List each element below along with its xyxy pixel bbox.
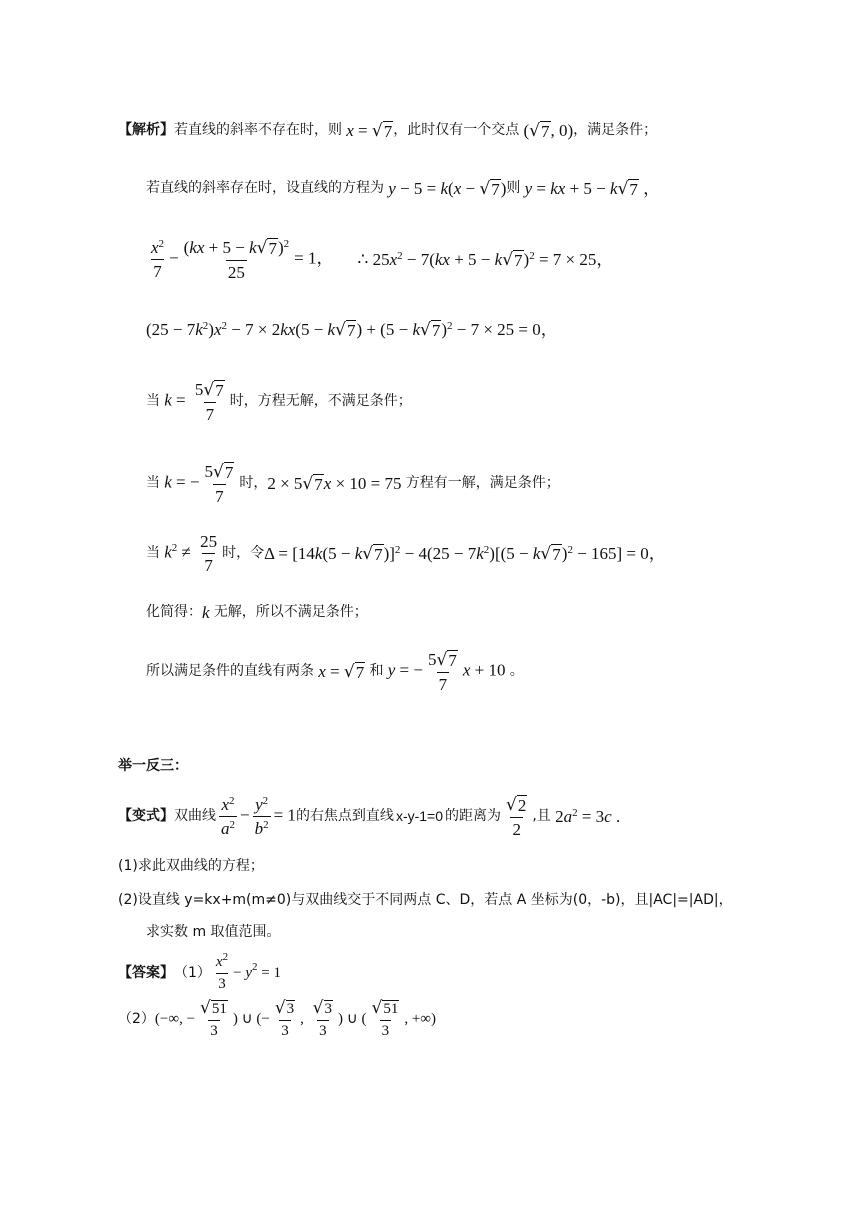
formula-x-eq-sqrt7: x = √ 7 — [346, 120, 393, 141]
formula-answer-2: (−∞, − √ 51 3 ) ∪ (− √ 3 3 , √ 3 3 ) ∪ ( √ 51 3 , +∞) — [154, 997, 436, 1039]
formula-intersection-point: ( √ 7 , 0) — [519, 120, 574, 141]
formula-line-equation: y − 5 = k(x − √ 7 ) — [388, 178, 507, 199]
section-title: 举一反三： — [118, 758, 188, 774]
formula-line-second: y = − 5 √ 7 7 x + 10 — [387, 649, 510, 694]
conclusion-and: 和 — [369, 663, 384, 679]
analysis-line-1 — [118, 118, 657, 142]
variant-text-b: 的右焦点到直线 — [295, 808, 394, 824]
simplify-text-b: 无解，所以不满足条件； — [213, 604, 368, 620]
formula-answer-1: $\frac{x^2}{3}$ − $y^2 = 1$ — [215, 950, 281, 992]
case-1-prefix: 当 — [146, 393, 160, 409]
case-3-line — [146, 528, 666, 578]
variant-text-c: 的距离为 — [445, 808, 502, 824]
variant-line-eq: x-y-1=0 — [395, 808, 444, 824]
variant-label: 【变式】 — [118, 808, 174, 824]
answer-part-1-label: （1） — [174, 965, 211, 981]
case-1-line — [146, 376, 412, 426]
case-2-prefix: 当 — [146, 475, 160, 491]
formula-2a2-3c: $2a^2 = 3c$ . — [550, 806, 621, 826]
answer-line-2 — [118, 996, 436, 1042]
question-2-line-b: 求实数 m 取值范围。 — [146, 924, 281, 940]
case-3-mid: 时，令 — [222, 545, 265, 561]
formula-k-positive: k = 5 √ 7 7 — [164, 379, 224, 424]
question-2-line-a: (2)设直线 y=kx+m(m≠0)与双曲线交于不同两点 C、D，若点 A 坐标为(0，-b)，且|AC|=|AD|， — [118, 892, 733, 908]
conclusion-end: 。 — [509, 663, 524, 679]
case-2-line — [146, 458, 560, 508]
case-1-suffix: 时，方程无解，不满足条件； — [229, 393, 412, 409]
analysis-text-a: 若直线的斜率不存在时，则 — [174, 122, 342, 138]
conclusion-text-a: 所以满足条件的直线有两条 — [146, 663, 314, 679]
formula-hyperbola: $\frac{x^2}{a^2}$ − $\frac{y^2}{b^2}$ = 1 — [221, 794, 296, 838]
formula-hyperbola-substitution: $\frac{x^2}{7}$ − (kx + 5 − k √ 7 )$^2$ 25 = 1， — [151, 237, 334, 282]
variable-k: k — [202, 602, 214, 622]
answer-line-1 — [118, 950, 281, 996]
analysis-line-3 — [146, 234, 613, 284]
analysis-text-b: ，此时仅有一个交点 — [393, 122, 520, 138]
variant-line — [118, 790, 620, 842]
formula-expanded-equation: $25x^2 - 7(kx + 5 - k$ √ 7 )$^2$ = 7 × 25， — [368, 249, 614, 270]
conclusion-line — [146, 646, 524, 696]
formula-y-expression: y = kx + 5 − k √ 7 ， — [524, 178, 661, 199]
variant-text-d: ,且 — [532, 808, 551, 824]
analysis-line-2 — [146, 176, 660, 200]
case-3-prefix: 当 — [146, 545, 160, 561]
case-2-suffix: 方程有一解，满足条件； — [405, 475, 560, 491]
analysis-label: 【解析】 — [118, 122, 174, 138]
answer-label: 【答案】 — [118, 965, 174, 981]
case-2-time: 时， — [239, 475, 268, 491]
formula-discriminant: Δ = [14k(5 − k √ 7 )]$^2 - 4(25 - 7k^2)[(5 - k$ √ 7 )$^2$ − 165] = 0， — [264, 543, 666, 564]
analysis-line-4 — [146, 316, 558, 342]
formula-quadratic: $(25 - 7k^2)x^2 - 7 \times 2kx(5 - k$ √ 7 ) + (5 − k √ 7 )$^2$ − 7 × 25 = 0， — [146, 319, 558, 340]
simplify-line — [146, 600, 368, 624]
variant-text-a: 双曲线 — [174, 808, 216, 824]
formula-k-negative: k = − 5 √ 7 7 — [164, 461, 234, 506]
formula-line-x-sqrt7: x = √ 7 — [318, 661, 365, 682]
analysis-line2-text-b: 则 — [506, 180, 521, 196]
answer-part-2-label: （2） — [118, 1011, 155, 1027]
question-1: (1)求此双曲线的方程； — [118, 858, 264, 874]
analysis-line2-text-a: 若直线的斜率存在时，设直线的方程为 — [146, 180, 384, 196]
formula-distance: √ 2 2 — [506, 794, 527, 839]
analysis-text-c: ，满足条件； — [573, 122, 658, 138]
formula-k-squared-neq: $k^2$ ≠ $\frac{25}{7}$ — [164, 531, 218, 575]
simplify-text-a: 化简得： — [146, 604, 202, 620]
formula-product-75: 2 × 5 √ 7 x × 10 = 75 — [267, 473, 406, 494]
therefore-symbol: ∴ — [357, 249, 369, 269]
